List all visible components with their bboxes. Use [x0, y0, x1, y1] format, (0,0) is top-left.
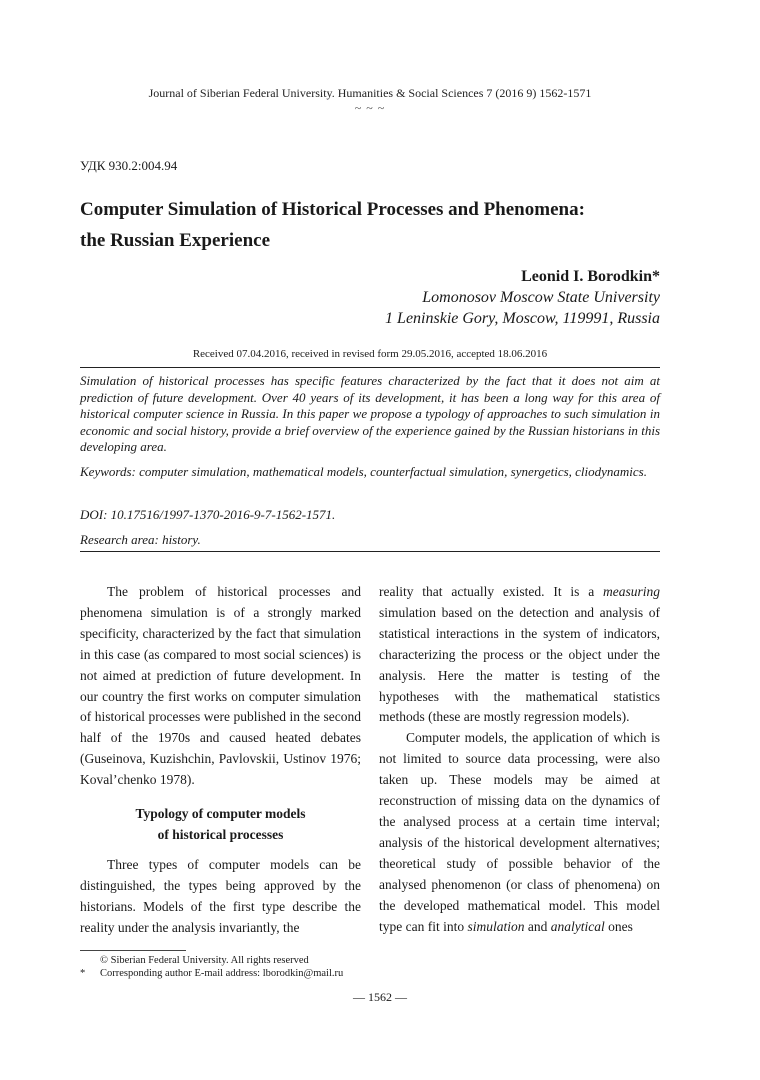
paragraph: The problem of historical processes and phenomena simulation is of a strongly marked specificity, characterized by the fact that simulation in this case (as compared to most social sciences) is not aimed at prediction of future development. In our country the first works on computer simulation of historical processes were published in the second half of the 1970s and caused heated debates (Guseinova, Kuzishchin, Pavlovskii, Ustinov 1976; Koval’chenko 1978).	[80, 584, 361, 788]
keywords: Keywords: computer simulation, mathematical models, counterfactual simulation, synergetics, cliodynamics.	[80, 464, 647, 479]
header-ornament: ~ ~ ~	[354, 101, 386, 115]
doi: DOI: 10.17516/1997-1370-2016-9-7-1562-1571.	[80, 507, 336, 522]
article-title	[80, 194, 680, 256]
journal-header: Journal of Siberian Federal University. Humanities & Social Sciences 7 (2016 9) 1562-1571	[148, 86, 592, 100]
text-run: ones	[604, 918, 633, 934]
text-run: and	[524, 918, 551, 934]
paragraph	[379, 728, 660, 937]
section-heading-line-2: of historical processes	[157, 827, 284, 843]
author-name: Leonid I. Borodkin*	[521, 268, 660, 285]
abstract: Simulation of historical processes has specific features characterized by the fact that it does not aim at prediction of future development. Over 40 years of its development, it has been a long way for this area of historical computer science in Russia. In this paper we propose a typology of approaches to such simulation in economic and social history, provide a brief overview of the experience gained by the Russian historians in this developing area.	[80, 373, 660, 455]
left-column	[80, 582, 361, 939]
title-line-1: Computer Simulation of Historical Processes and Phenomena:	[80, 199, 585, 220]
footnote-marker: *	[80, 968, 86, 979]
author-address: 1 Leninskie Gory, Moscow, 119991, Russia	[385, 310, 660, 327]
footnote-copyright	[80, 954, 309, 967]
section-heading	[80, 803, 361, 845]
right-column	[379, 582, 660, 937]
footnote-text: © Siberian Federal University. All rights reserved	[100, 955, 309, 966]
title-line-2: the Russian Experience	[80, 230, 270, 251]
received-dates: Received 07.04.2016, received in revised form 29.05.2016, accepted 18.06.2016	[192, 348, 548, 360]
section-heading-line-1: Typology of computer models	[135, 806, 306, 822]
footnote-corresponding	[80, 967, 343, 980]
author-block	[385, 266, 660, 329]
footnote-rule	[80, 950, 186, 951]
paragraph	[379, 582, 660, 728]
text-run: reality that actually existed. It is a	[379, 584, 603, 599]
page-number: — 1562 —	[353, 990, 407, 1004]
abstract-bottom-rule	[80, 551, 660, 552]
text-run: simulation based on the detection and analysis of statistical interactions in the system of indicators, characterizing the process or the object under the analysis. Here the matter is testing of the hypotheses with the mathematical statistics methods (these are mostly regression models).	[379, 604, 660, 725]
author-affiliation: Lomonosov Moscow State University	[422, 289, 660, 306]
abstract-top-rule	[80, 367, 660, 368]
emphasis: analytical	[550, 918, 605, 934]
paragraph: Three types of computer models can be distinguished, the types being approved by the historians. Models of the first type describe the reality under the analysis invariantly, the	[80, 857, 361, 935]
udk-code: УДК 930.2:004.94	[80, 158, 178, 173]
text-run: Computer models, the application of which is not limited to source data processing, were also taken up. These models may be aimed at reconstruction of missing data on the dynamics of the analysed process at a certain time interval; analysis of the historical development alternatives; theoretical study of possible behavior of the analysed phenomenon (or class of phenomena) on the developed mathematical model. This model type can fit into	[379, 730, 660, 934]
footnote-text: Corresponding author E-mail address: lborodkin@mail.ru	[100, 968, 344, 979]
emphasis: simulation	[467, 918, 525, 934]
research-area: Research area: history.	[80, 532, 201, 547]
emphasis: measuring	[603, 584, 660, 599]
